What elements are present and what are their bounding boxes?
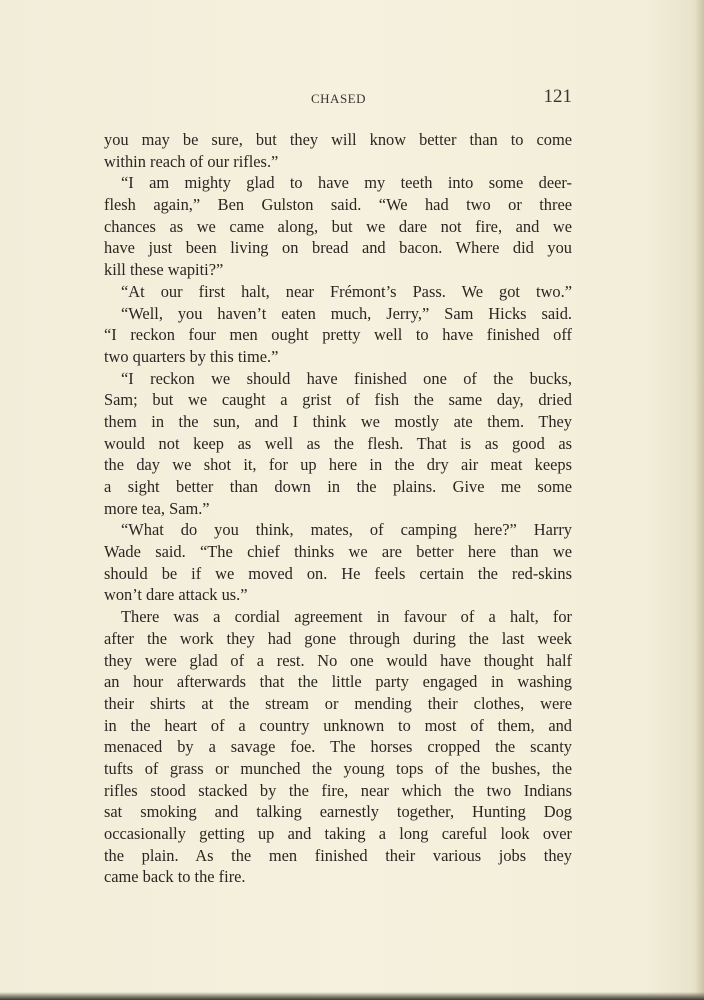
body-text [104,129,572,888]
text-line: came back to the fire. [104,867,246,887]
text-line: more tea, Sam.” [104,498,210,518]
text-line: chances as we came along, but we dare not fire, and we [104,216,572,236]
text-line: “What do you think, mates, of camping here?” Harry [121,520,572,540]
text-line: menaced by a savage foe. The horses cropped the scanty [104,737,572,757]
text-line: them in the sun, and I think we mostly ate them. They [104,411,572,431]
text-line: in the heart of a country unknown to most of them, and [104,715,572,735]
text-line: sat smoking and talking earnestly together, Hunting Dog [104,802,572,822]
text-line: the plain. As the men finished their various jobs they [104,845,572,865]
text-line: “I am mighty glad to have my teeth into some deer- [121,173,572,193]
text-line: the day we shot it, for up here in the dry air meat keeps [104,455,572,475]
text-line: should be if we moved on. He feels certain the red-skins [104,563,572,583]
page-header [104,88,572,112]
text-line: “At our first halt, near Frémont’s Pass. We got two.” [121,281,572,301]
text-line: rifles stood stacked by the fire, near which the two Indians [104,780,572,800]
text-line: Wade said. “The chief thinks we are better here than we [104,542,572,562]
text-line: Sam; but we caught a grist of fish the same day, dried [104,390,572,410]
text-line: “I reckon we should have finished one of the bucks, [121,368,572,388]
text-line: you may be sure, but they will know better than to come [104,130,572,149]
text-line: have just been living on bread and bacon. Where did you [104,238,572,258]
page-edge-shadow [696,0,704,1000]
text-line: kill these wapiti?” [104,260,224,280]
text-line: won’t dare attack us.” [104,585,248,605]
text-line: they were glad of a rest. No one would have thought half [104,650,572,670]
page-bottom-edge [0,992,704,1000]
text-line: a sight better than down in the plains. Give me some [104,477,572,496]
text-line: “Well, you haven’t eaten much, Jerry,” Sam Hicks said. [121,303,572,323]
text-line: flesh again,” Ben Gulston said. “We had two or three [104,195,572,215]
text-line: two quarters by this time.” [104,346,279,366]
text-line: an hour afterwards that the little party engaged in washing [104,672,572,692]
text-line: their shirts at the stream or mending their clothes, were [104,693,572,713]
running-head: CHASED [311,91,367,106]
text-line: tufts of grass or munched the young tops of the bushes, the [104,758,572,778]
text-line: There was a cordial agreement in favour of a halt, for [121,607,572,627]
text-line: within reach of our rifles.” [104,151,279,171]
page-number: 121 [543,86,572,107]
text-line: would not keep as well as the flesh. That is as good as [104,433,572,453]
text-line: after the work they had gone through during the last week [104,628,572,648]
text-line: “I reckon four men ought pretty well to have finished off [104,325,572,345]
text-line: occasionally getting up and taking a long careful look over [104,824,572,843]
